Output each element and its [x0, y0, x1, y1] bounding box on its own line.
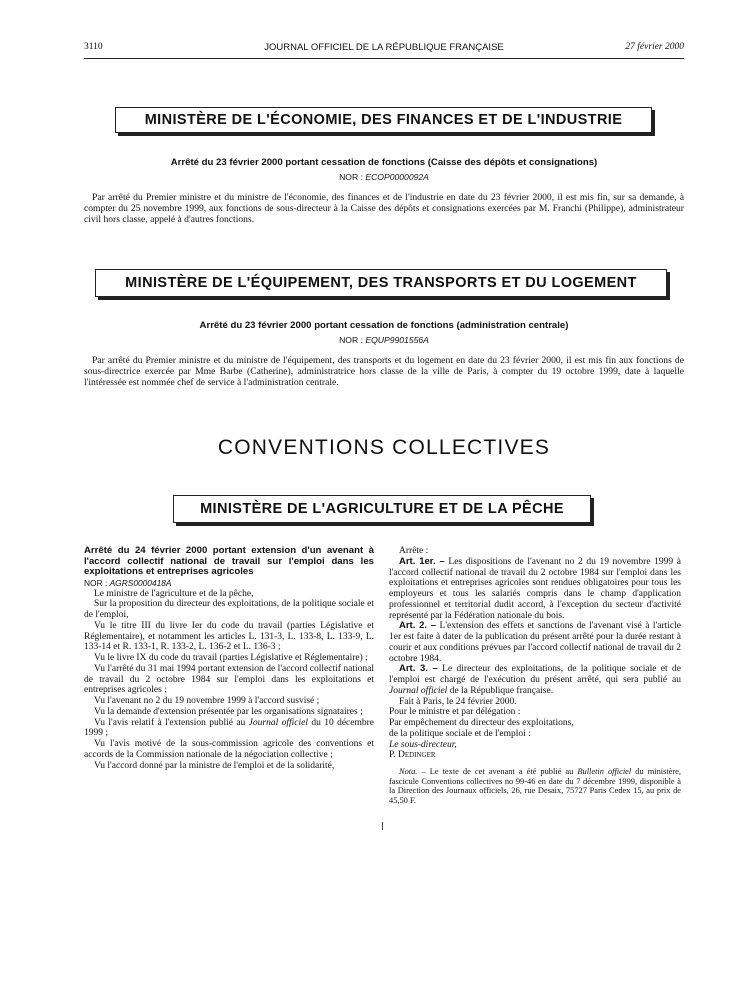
signature-line: de la politique sociale et de l'emploi : — [389, 728, 531, 739]
signature-title: Le sous-directeur, — [389, 739, 457, 750]
visa-paragraph: Vu l'avis motivé de la sous-commission agricole des conventions et accords de la Commission nationale de la négociation collective ; — [84, 739, 374, 760]
article-label: Art. 3. – — [399, 663, 438, 675]
page-header — [84, 42, 684, 59]
article-text: de la République française. — [447, 685, 554, 696]
nor-code: ECOP0000092A — [365, 172, 429, 182]
ministry-heading: MINISTÈRE DE L'AGRICULTURE ET DE LA PÊCHE — [200, 501, 564, 517]
section-heading-conventions: CONVENTIONS COLLECTIVES — [217, 436, 551, 459]
article-text: Le directeur des exploitations, de la politique sociale et de l'emploi est chargé de l'exécution du présent arrêté, qui sera publié au — [389, 664, 681, 685]
article-3 — [389, 664, 681, 696]
arrete-title: Arrêté du 23 février 2000 portant cessation de fonctions (Caisse des dépôts et consignations) — [170, 157, 598, 168]
visa-paragraph: Vu l'arrêté du 31 mai 1994 portant extension de l'accord collectif national de travail du 2 octobre 1984 sur l'emploi dans les exploitations et entreprises agricoles ; — [84, 663, 374, 696]
ministry-box-agriculture — [173, 495, 591, 523]
nor-label: NOR : — [84, 577, 110, 588]
journal-officiel-ref: Journal officiel — [248, 717, 308, 728]
nor-reference — [84, 172, 684, 182]
signature-line: Par empêchement du directeur des exploitations, — [389, 718, 574, 728]
nor-code: EQUP9901556A — [365, 335, 429, 345]
visa-text: du 10 décembre 1999 ; — [84, 717, 375, 739]
nor-reference — [84, 578, 374, 589]
visa-paragraph: Vu l'accord donné par la ministre de l'emploi et de la solidarité, — [94, 760, 335, 771]
arrete-body: Par arrêté du Premier ministre et du ministre de l'équipement, des transports et du logement en date du 23 février 2000, il est mis fin aux fonctions de sous-directrice exercée par Mme Barbe (Catherine), administratrice hors classe de la ville de Paris, à compter du 19 octobre 1999, date à laquelle l'intéressée est nommée chef de service à l'administration centrale. — [84, 355, 684, 388]
nota-label: Nota. — [399, 767, 418, 776]
ministry-box-equipement — [95, 269, 667, 297]
ministry-box-economie — [115, 107, 652, 133]
signatory-name: P. Dedinger — [389, 750, 436, 761]
visa-paragraph — [84, 718, 374, 740]
nor-reference — [84, 335, 684, 345]
arrete-title: Arrêté du 24 février 2000 portant extension d'un avenant à l'accord collectif national de travail sur l'emploi dans les exploitations et entreprises agricoles — [84, 545, 374, 578]
article-1 — [389, 557, 681, 622]
nota-body: – Le texte de cet avenant a été publié au — [417, 767, 578, 776]
column-divider — [382, 822, 383, 830]
intro-line: Le ministre de l'agriculture et de la pêche, — [94, 588, 254, 599]
article-text: L'extension des effets et sanctions de l'avenant visé à l'article 1er est faite à dater de la publication du présent arrêté pour la durée restant à courir et aux conditions prévues par l'accord collectif national de travail du 2 octobre 1984. — [389, 621, 681, 664]
right-column — [389, 546, 681, 805]
bulletin-officiel-ref: Bulletin officiel — [577, 767, 632, 776]
article-2 — [389, 621, 681, 664]
left-column — [84, 546, 374, 771]
article-label: Art. 2. – — [399, 620, 437, 632]
arrete-body: Par arrêté du Premier ministre et du ministre de l'économie, des finances et de l'industrie en date du 23 février 2000, il est mis fin, sur sa demande, à compter du 25 novembre 1999, aux fonctions de sous-directeur à la Caisse des dépôts et consignations exercées par M. Franchi (Philippe), administrateur civil hors classe, appelé à d'autres fonctions. — [84, 192, 684, 225]
nor-label: NOR : — [339, 172, 366, 182]
visa-paragraph: Vu l'avenant no 2 du 19 novembre 1999 à l'accord susvisé ; — [94, 696, 320, 707]
arrete-title: Arrêté du 23 février 2000 portant cessation de fonctions (administration centrale) — [199, 320, 569, 331]
article-text: Les dispositions de l'avenant no 2 du 19 novembre 1999 à l'accord collectif national de travail du 2 octobre 1984 sur l'emploi dans les exploitations et entreprises agricoles sont rendues obligatoires pour tous les employeurs et tous les salariés compris dans le champ d'application professionnel et territorial dudit accord, à l'exception du secteur d'activité représenté par la Fédération nationale du bois. — [389, 556, 681, 621]
visa-paragraph: Vu la demande d'extension présentée par les organisations signataires ; — [94, 706, 363, 717]
nota-text — [389, 767, 681, 805]
journal-title: JOURNAL OFFICIEL DE LA RÉPUBLIQUE FRANÇAISE — [264, 42, 504, 53]
page-number: 3110 — [84, 42, 103, 52]
visa-paragraph: Vu le titre III du livre Ier du code du travail (parties Législative et Réglementaire), et notamment les articles L. 131-3, L. 133-8, L. 133-9, L. 133-14 et R. 133-1, R. 133-2, L. 136-2 et L. 136-3 ; — [84, 620, 374, 653]
article-label: Art. 1er. – — [399, 555, 445, 567]
ministry-heading: MINISTÈRE DE L'ÉQUIPEMENT, DES TRANSPORTS ET DU LOGEMENT — [125, 275, 637, 291]
issue-date: 27 février 2000 — [625, 42, 684, 52]
ministry-heading: MINISTÈRE DE L'ÉCONOMIE, DES FINANCES ET DE L'INDUSTRIE — [144, 112, 623, 128]
nor-code: AGRS0000418A — [109, 577, 172, 588]
arrete-keyword: Arrête : — [399, 546, 429, 556]
visa-text: Vu l'avis relatif à l'extension publié au — [94, 717, 249, 728]
nor-label: NOR : — [339, 335, 366, 345]
visa-paragraph: Vu le livre IX du code du travail (parties Législative et Réglementaire) ; — [94, 653, 368, 664]
visa-paragraph: Sur la proposition du directeur des exploitations, de la politique sociale et de l'emploi, — [84, 599, 374, 621]
signature-date: Fait à Paris, le 24 février 2000. — [399, 696, 517, 707]
nota-body: du ministère, fascicule Conventions collectives no 99-46 en date du 7 décembre 1999, disponible à la Direction des Journaux officiels, 26, rue Desaix, 75727 Paris Cedex 15, au prix de 45,50 F. — [389, 767, 681, 805]
journal-officiel-ref: Journal officiel — [389, 685, 448, 696]
nota-block — [389, 767, 681, 805]
signature-line: Pour le ministre et par délégation : — [389, 707, 521, 718]
